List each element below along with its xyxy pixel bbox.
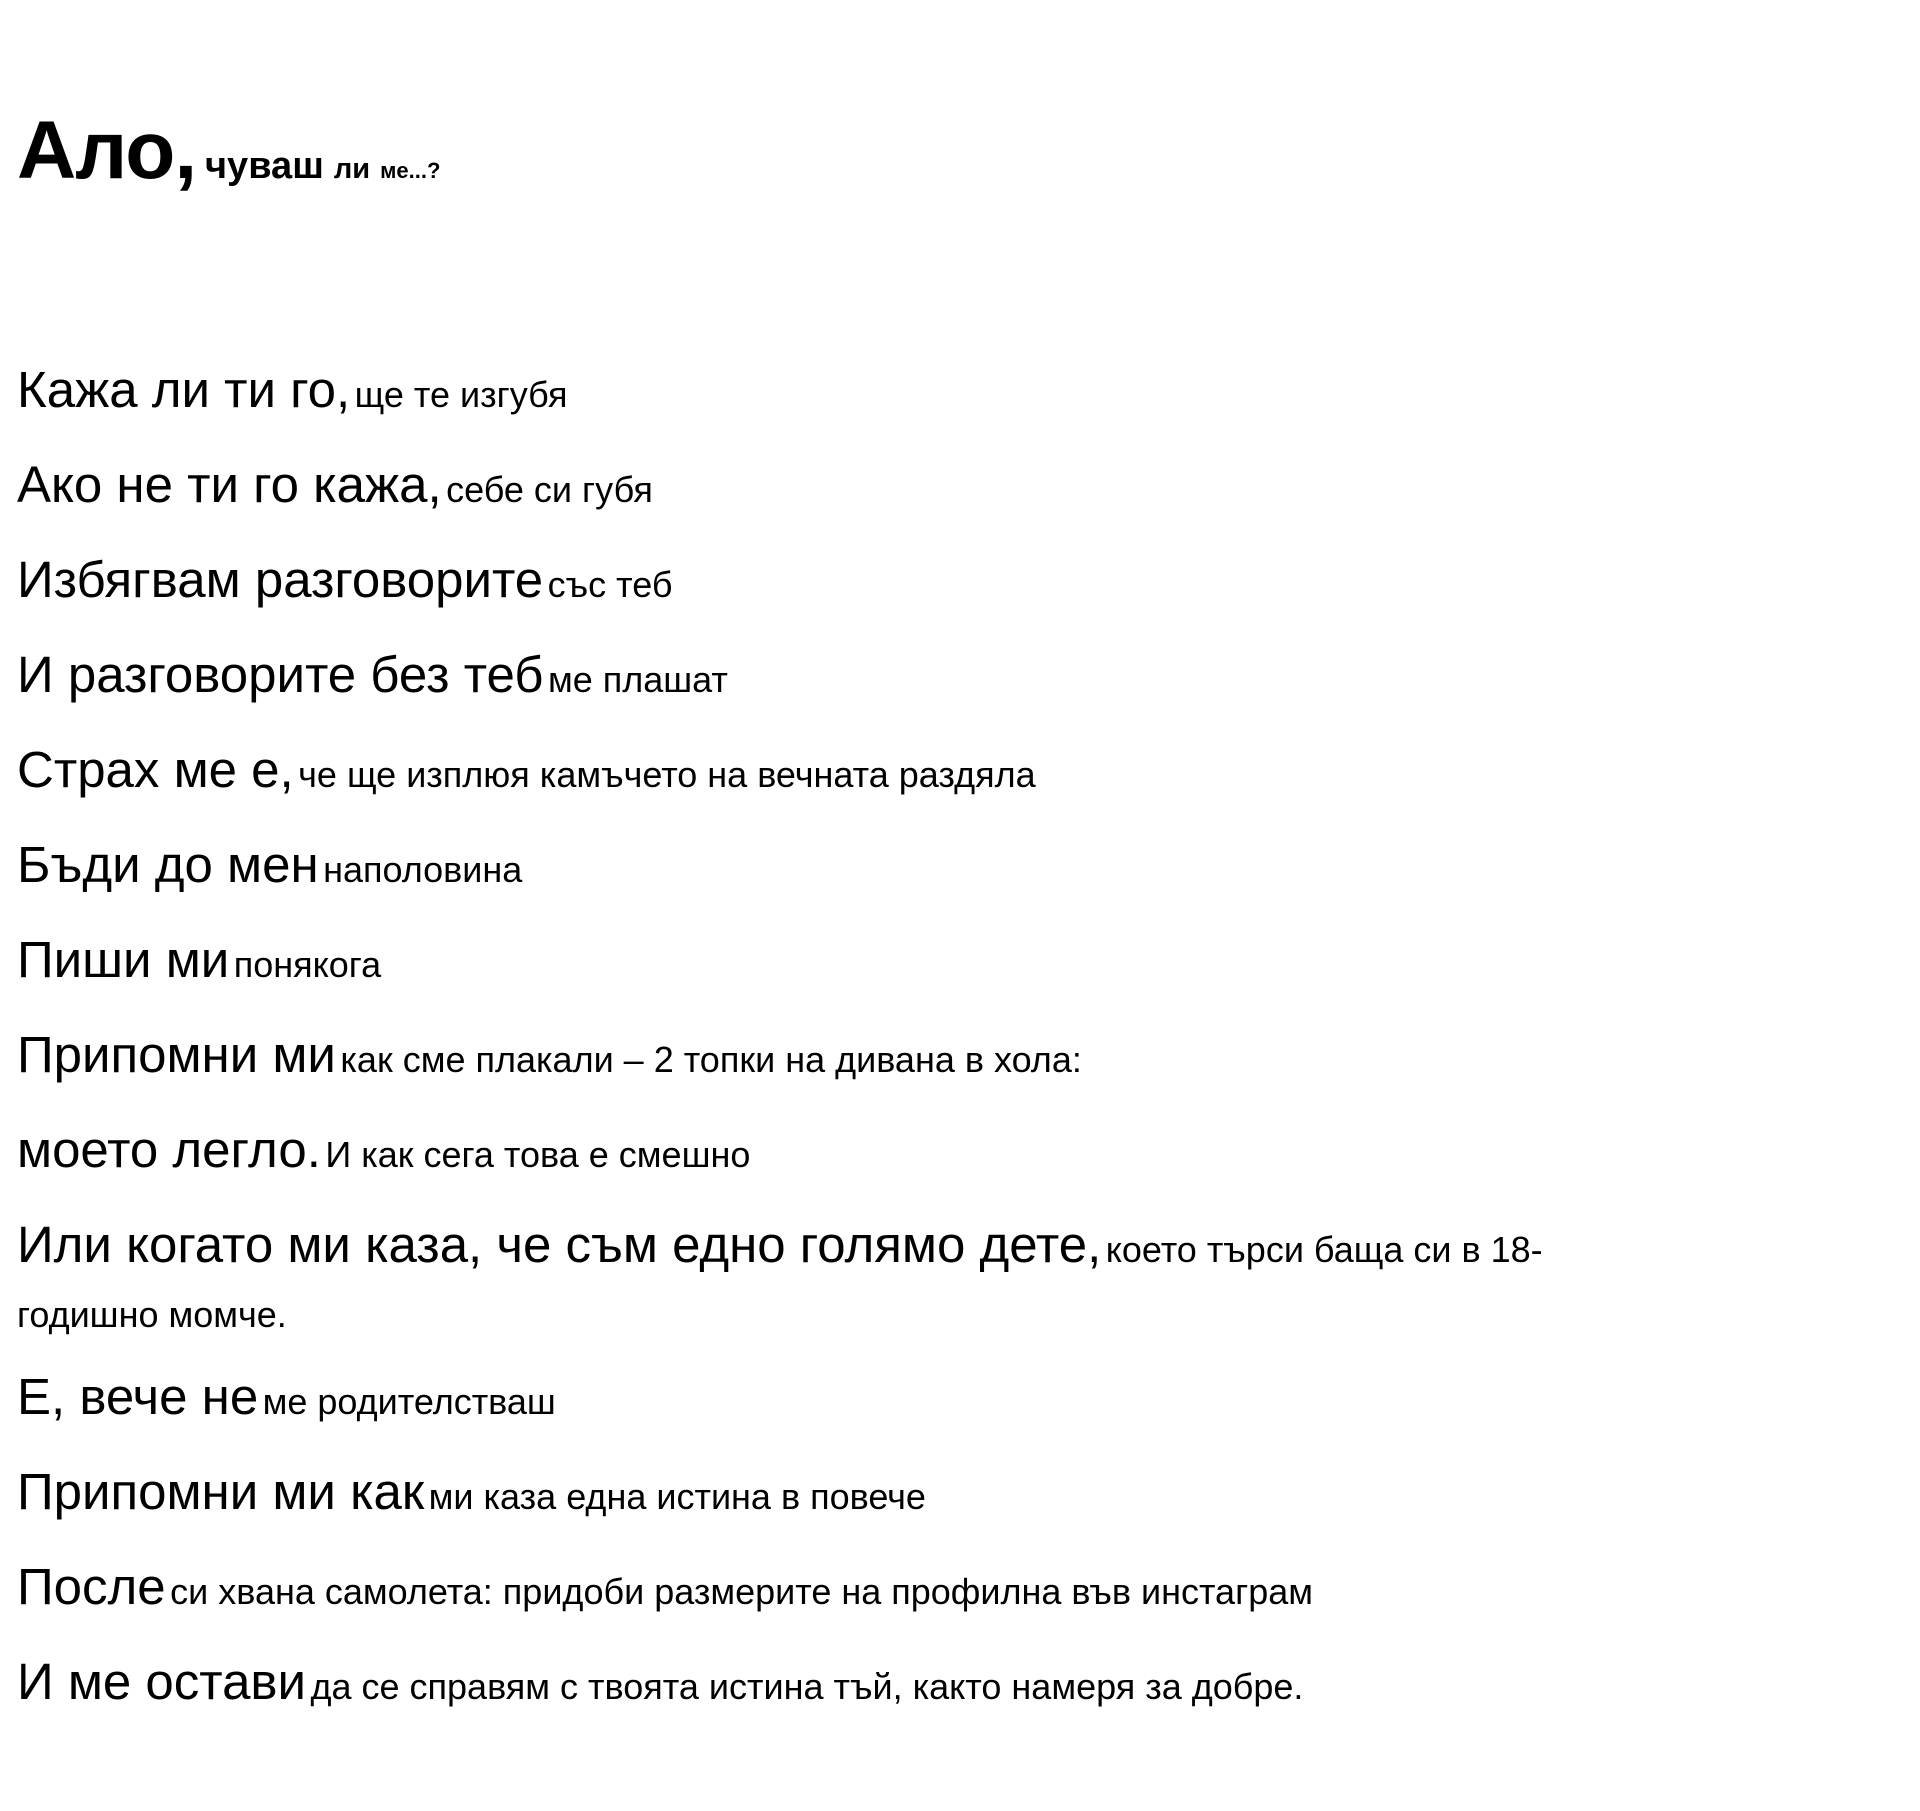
title-part-4: ме...? bbox=[380, 158, 441, 183]
line-emphasis: Припомни ми bbox=[17, 1026, 336, 1083]
line-continuation: със теб bbox=[547, 564, 673, 605]
poem-line bbox=[17, 740, 1877, 835]
line-continuation: да се справям с твоята истина тъй, както намеря за добре. bbox=[310, 1666, 1304, 1707]
poem-line-wrapped bbox=[17, 1295, 1877, 1367]
line-emphasis: После bbox=[17, 1558, 166, 1615]
poem-line bbox=[17, 1367, 1877, 1462]
poem-line bbox=[17, 455, 1877, 550]
line-continuation: как сме плакали – 2 топки на дивана в хола: bbox=[340, 1039, 1082, 1080]
poem-line bbox=[17, 1025, 1877, 1120]
poem-title bbox=[17, 105, 441, 196]
line-continuation: себе си губя bbox=[446, 469, 653, 510]
line-emphasis: И ме остави bbox=[17, 1653, 307, 1710]
poem-line bbox=[17, 1120, 1877, 1215]
line-emphasis: Избягвам разговорите bbox=[17, 551, 544, 608]
line-emphasis: Кажа ли ти го, bbox=[17, 361, 351, 418]
line-emphasis: Пиши ми bbox=[17, 931, 230, 988]
poem-line bbox=[17, 645, 1877, 740]
title-part-3: ли bbox=[333, 153, 371, 185]
line-emphasis: Или когато ми каза, че съм едно голямо дете, bbox=[17, 1216, 1102, 1273]
poem-line bbox=[17, 1557, 1877, 1652]
line-emphasis: И разговорите без теб bbox=[17, 646, 544, 703]
line-emphasis: моето легло. bbox=[17, 1121, 321, 1178]
line-continuation: че ще изплюя камъчето на вечната раздяла bbox=[298, 754, 1036, 795]
poem-stanza bbox=[17, 360, 1877, 1747]
line-continuation: понякога bbox=[233, 944, 382, 985]
line-continuation: ме родителстваш bbox=[262, 1381, 556, 1422]
line-emphasis: Бъди до мен bbox=[17, 836, 319, 893]
line-continuation: наполовина bbox=[323, 849, 523, 890]
line-emphasis: Припомни ми как bbox=[17, 1463, 425, 1520]
line-continuation: И как сега това е смешно bbox=[325, 1134, 751, 1175]
line-continuation: годишно момче. bbox=[17, 1294, 287, 1335]
line-continuation: ме плашат bbox=[547, 659, 728, 700]
poem-line bbox=[17, 835, 1877, 930]
title-part-2: чуваш bbox=[205, 145, 324, 187]
title-part-1: Ало, bbox=[17, 105, 197, 196]
line-emphasis: Е, вече не bbox=[17, 1368, 259, 1425]
poem-line bbox=[17, 1462, 1877, 1557]
line-continuation: си хвана самолета: придоби размерите на профилна във инстаграм bbox=[170, 1571, 1314, 1612]
line-emphasis: Страх ме е, bbox=[17, 741, 294, 798]
line-continuation: ще те изгубя bbox=[354, 374, 568, 415]
poem-line bbox=[17, 1652, 1877, 1747]
line-continuation: което търси баща си в 18- bbox=[1105, 1229, 1543, 1270]
line-emphasis: Ако не ти го кажа, bbox=[17, 456, 442, 513]
poem-line bbox=[17, 1215, 1877, 1295]
poem-line bbox=[17, 360, 1877, 455]
line-continuation: ми каза една истина в повече bbox=[428, 1476, 926, 1517]
poem-line bbox=[17, 550, 1877, 645]
poem-line bbox=[17, 930, 1877, 1025]
